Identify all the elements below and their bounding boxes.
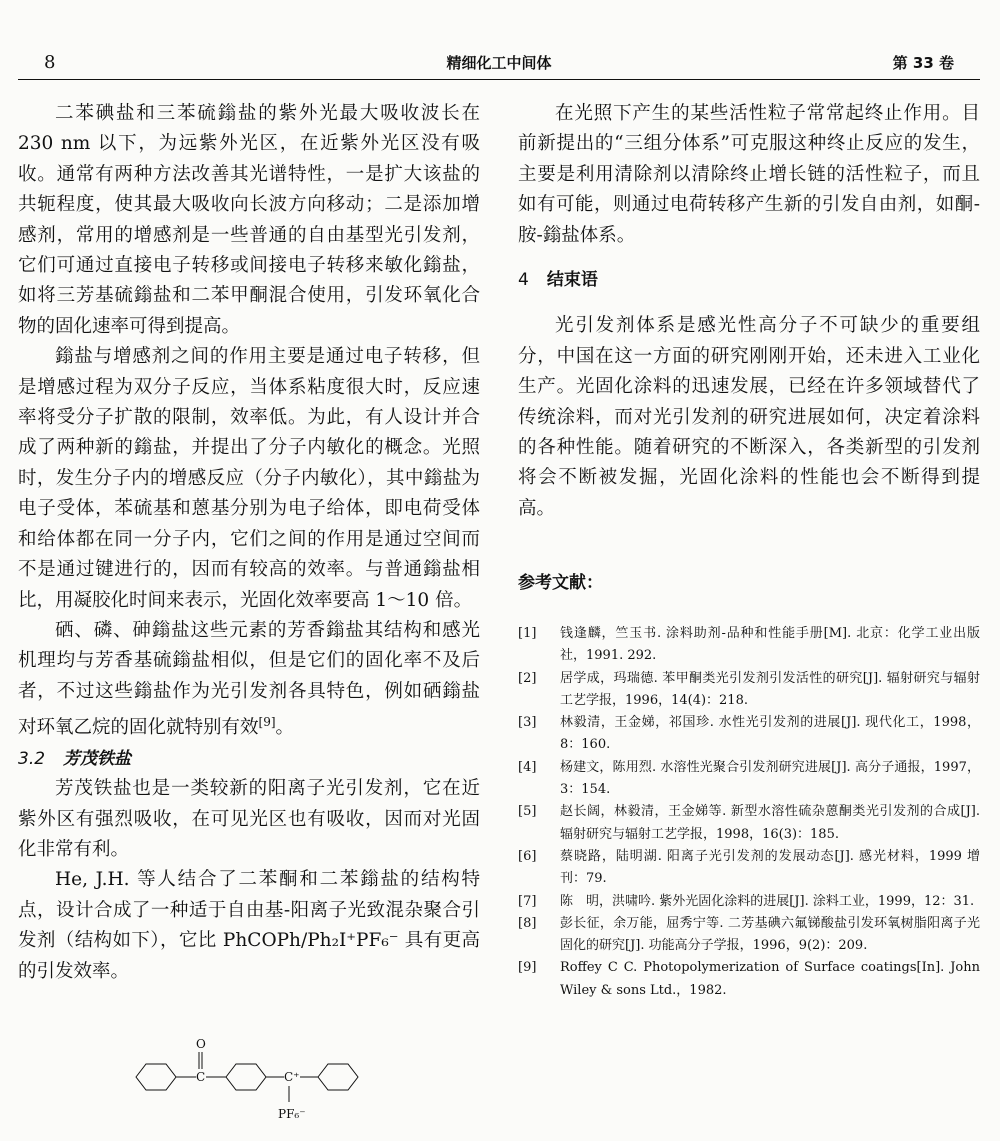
journal-title: 精细化工中间体 (446, 54, 552, 72)
reference-text: Roffey C C. Photopolymerization of Surface coatings[In]. John Wiley & sons Ltd.，1982. (560, 960, 980, 998)
section-heading-3-2 (18, 744, 480, 774)
section-number: 4 (518, 270, 529, 291)
carbonyl-oxygen: O (196, 1037, 206, 1051)
right-column (518, 99, 980, 524)
counterion: PF₆⁻ (278, 1107, 306, 1121)
reference-item (518, 757, 980, 802)
benzene-ring (318, 1064, 358, 1090)
running-header (18, 52, 980, 78)
reference-item (518, 668, 980, 713)
section-title: 芳茂铁盐 (63, 748, 132, 769)
reference-item (518, 712, 980, 757)
paragraph: 芳茂铁盐也是一类较新的阳离子光引发剂，它在近紫外区有强烈吸收，在可见光区也有吸收，因而对光固化非常有利。 (18, 778, 480, 860)
paragraph-end: 。 (275, 717, 295, 739)
reference-index: [4] (518, 759, 537, 775)
reference-item (518, 891, 980, 913)
benzene-ring (136, 1064, 176, 1090)
reference-text: 钱逢麟，竺玉书. 涂料助剂-品种和性能手册[M]. 北京：化学工业出版社，1991. 292. (560, 626, 980, 664)
paragraph-text: 硒、磷、砷鎓盐这些元素的芳香鎓盐其结构和感光机理均与芳香基硫鎓盐相似，但是它们的固化率不及后者，不过这些鎓盐作为光引发剂各具特色，例如硒鎓盐对环氧乙烷的固化就特别有效 (18, 619, 480, 739)
carbonyl-carbon: C (196, 1070, 206, 1084)
paragraph: 鎓盐与增感剂之间的作用主要是通过电子转移，但是增感过程为双分子反应，当体系粘度很大时，反应速率将受分子扩散的限制，效率低。为此，有人设计并合成了两种新的鎓盐，并提出了分子内敏化的概念。光照时，发生分子内的增感反应（分子内敏化），其中鎓盐为电子受体，苯硫基和蒽基分别为电子给体，即电荷受体和给体都在同一分子内，它们之间的作用是通过空间而不是通过键进行的，因而有较高的效率。与普通鎓盐相比，用凝胶化时间来表示，光固化效率要高 1～10 倍。 (18, 346, 480, 611)
reference-text: 彭长征，余万能，屈秀宁等. 二芳基碘六氟锑酸盐引发环氧树脂阳离子光固化的研究[J]. 功能高分子学报，1996，9(2)：209. (560, 915, 980, 954)
reference-index: [9] (518, 960, 537, 976)
benzene-ring (226, 1064, 266, 1090)
section-title: 结束语 (546, 270, 598, 291)
reference-item (518, 957, 980, 1002)
reference-index: [8] (518, 915, 537, 931)
reference-index: [6] (518, 848, 537, 864)
reference-list (518, 623, 980, 1002)
references-heading: 参考文献： (518, 573, 603, 593)
reference-text: 蔡晓路，陆明湖. 阳离子光引发剂的发展动态[J]. 感光材料，1999 增刊：79. (560, 848, 980, 887)
left-column (18, 99, 480, 987)
section-number: 3.2 (18, 748, 46, 769)
volume-label: 第 33 卷 (892, 54, 954, 72)
section-heading-4 (518, 265, 980, 295)
reference-text: 林毅清，王金娣，祁国珍. 水性光引发剂的进展[J]. 现代化工，1998，8：160. (560, 715, 980, 753)
reference-text: 居学成，玛瑞德. 苯甲酮类光引发剂引发活性的研究[J]. 辐射研究与辐射工艺学报，1996，14(4)：218. (560, 670, 980, 708)
reference-item (518, 913, 980, 958)
paragraph: 在光照下产生的某些活性粒子常常起终止作用。目前新提出的“三组分体系”可克服这种终止反应的发生，主要是利用清除剂以清除终止增长链的活性粒子，而且如有可能，则通过电荷转移产生新的引发自由剂，如酮-胺-鎓盐体系。 (518, 103, 980, 246)
citation-marker: [9] (258, 715, 276, 730)
header-rule (18, 79, 980, 80)
reference-text: 陈 明，洪啸吟. 紫外光固化涂料的进展[J]. 涂料工业，1999，12：31. (560, 893, 975, 909)
reference-item (518, 846, 980, 891)
page-number: 8 (44, 52, 56, 73)
reference-index: [7] (518, 893, 537, 909)
chemical-structure (128, 1036, 368, 1136)
reference-index: [5] (518, 804, 537, 820)
reference-text: 赵长阔，林毅清，王金娣等. 新型水溶性硫杂蒽酮类光引发剂的合成[J]. 辐射研究与辐射工艺学报，1998，16(3)：185. (560, 804, 980, 842)
paragraph: 二苯碘盐和三苯硫鎓盐的紫外光最大吸收波长在 230 nm 以下，为远紫外光区，在近紫外光区没有吸收。通常有两种方法改善其光谱特性，一是扩大该盐的共轭程度，使其最大吸收向长波方向移动；二是添加增感剂，常用的增感剂是一些普通的自由基型光引发剂，它们可通过直接电子转移或间接电子转移来敏化鎓盐，如将三芳基硫鎓盐和二苯甲酮混合使用，引发环氧化合物的固化速率可得到提高。 (18, 103, 480, 337)
reference-index: [3] (518, 715, 537, 731)
reference-index: [1] (518, 626, 537, 641)
reference-item (518, 623, 980, 668)
reference-text: 杨建文，陈用烈. 水溶性光聚合引发剂研究进展[J]. 高分子通报，1997，3：154. (560, 759, 980, 798)
reference-index: [2] (518, 670, 537, 686)
paragraph: He, J.H. 等人结合了二苯酮和二苯鎓盐的结构特点，设计合成了一种适于自由基-阳离子光致混杂聚合引发剂（结构如下），它比 PhCOPh/Ph₂I⁺PF₆⁻ 具有更高的引发效率。 (18, 869, 480, 982)
paragraph (18, 616, 480, 744)
paragraph: 光引发剂体系是感光性高分子不可缺少的重要组分，中国在这一方面的研究刚刚开始，还未进入工业化生产。光固化涂料的迅速发展，已经在许多领域替代了传统涂料，而对光引发剂的研究进展如何，决定着涂料的各种性能。随着研究的不断深入，各类新型的引发剂将会不断被发掘，光固化涂料的性能也会不断得到提高。 (518, 315, 980, 519)
cation-carbon: C⁺ (284, 1070, 300, 1084)
reference-item (518, 801, 980, 846)
